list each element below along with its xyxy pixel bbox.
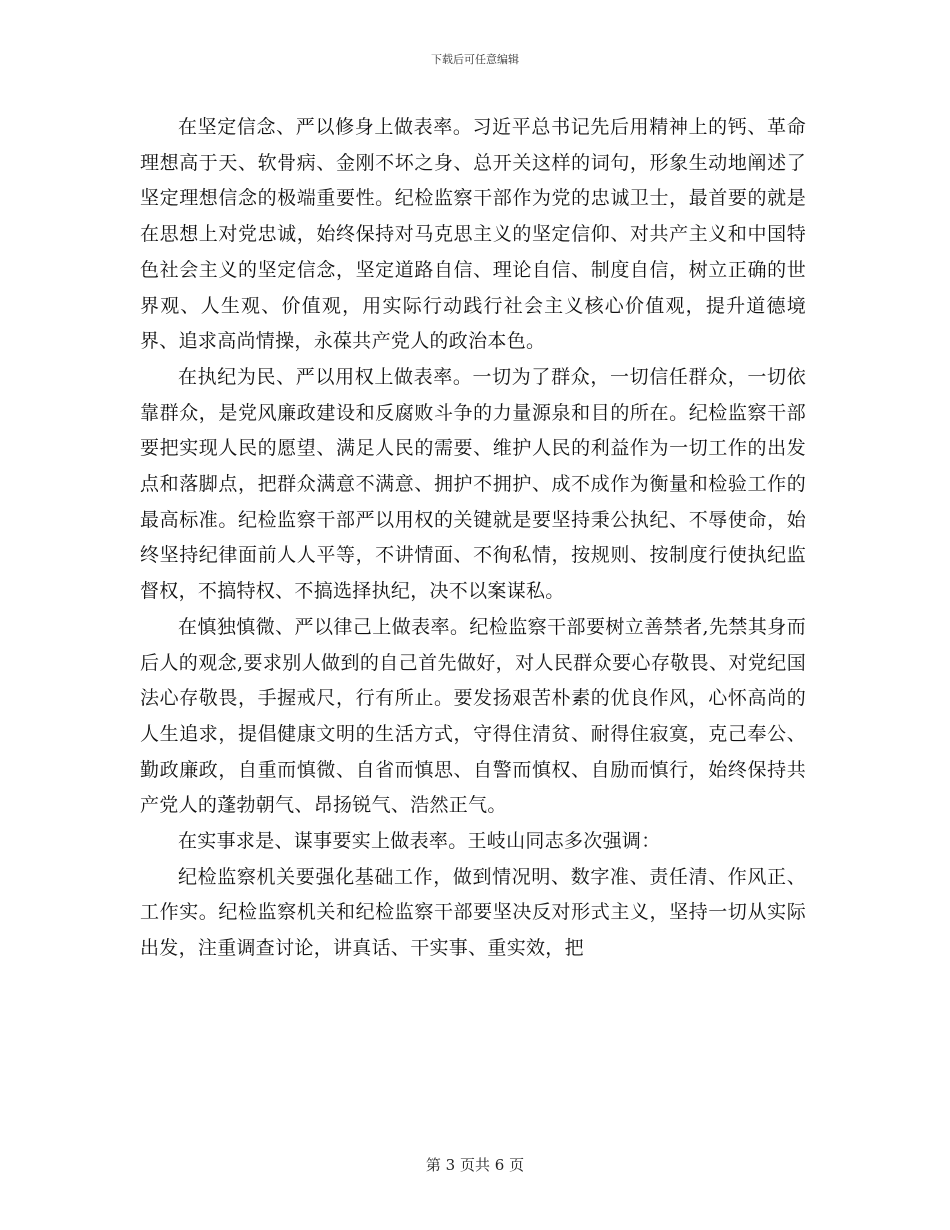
document-body bbox=[140, 110, 806, 967]
paragraph-5: 纪检监察机关要强化基础工作，做到情况明、数字准、责任清、作风正、工作实。纪检监察机关和纪检监察干部要坚决反对形式主义，坚持一切从实际出发，注重调查讨论，讲真话、干实事、重实效，把 bbox=[140, 865, 806, 960]
paragraph-1: 在坚定信念、严以修身上做表率。习近平总书记先后用精神上的钙、革命理想高于天、软骨病、金刚不坏之身、总开关这样的词句，形象生动地阐述了坚定理想信念的极端重要性。纪检监察干部作为党的忠诚卫士，最首要的就是在思想上对党忠诚，始终保持对马克思主义的坚定信仰、对共产主义和中国特色社会主义的坚定信念，坚定道路自信、理论自信、制度自信，树立正确的世界观、人生观、价值观，用实际行动践行社会主义核心价值观，提升道德境界、追求高尚情操，永葆共产党人的政治本色。 bbox=[140, 116, 806, 353]
page-number: 第 3 页共 6 页 bbox=[425, 1156, 525, 1174]
paragraph-4: 在实事求是、谋事要实上做表率。王岐山同志多次强调： bbox=[178, 830, 661, 853]
paragraph-2: 在执纪为民、严以用权上做表率。一切为了群众，一切信任群众，一切依靠群众，是党风廉政建设和反腐败斗争的力量源泉和目的所在。纪检监察干部要把实现人民的愿望、满足人民的需要、维护人民的利益作为一切工作的出发点和落脚点，把群众满意不满意、拥护不拥护、成不成作为衡量和检验工作的最高标准。纪检监察干部严以用权的关键就是要坚持秉公执纪、不辱使命，始终坚持纪律面前人人平等，不讲情面、不徇私情，按规则、按制度行使执纪监督权，不搞特权、不搞选择执纪，决不以案谋私。 bbox=[140, 365, 806, 603]
page-header-note: 下载后可任意编辑 bbox=[431, 53, 519, 66]
paragraph-3: 在慎独慎微、严以律己上做表率。纪检监察干部要树立善禁者,先禁其身而后人的观念,要求别人做到的自己首先做好，对人民群众要心存敬畏、对党纪国法心存敬畏，手握戒尺，行有所止。要发扬艰苦朴素的优良作风，心怀高尚的人生追求，提倡健康文明的生活方式，守得住清贫、耐得住寂寞，克己奉公、勤政廉政，自重而慎微、自省而慎思、自警而慎权、自励而慎行，始终保持共产党人的蓬勃朝气、昂扬锐气、浩然正气。 bbox=[140, 615, 806, 817]
